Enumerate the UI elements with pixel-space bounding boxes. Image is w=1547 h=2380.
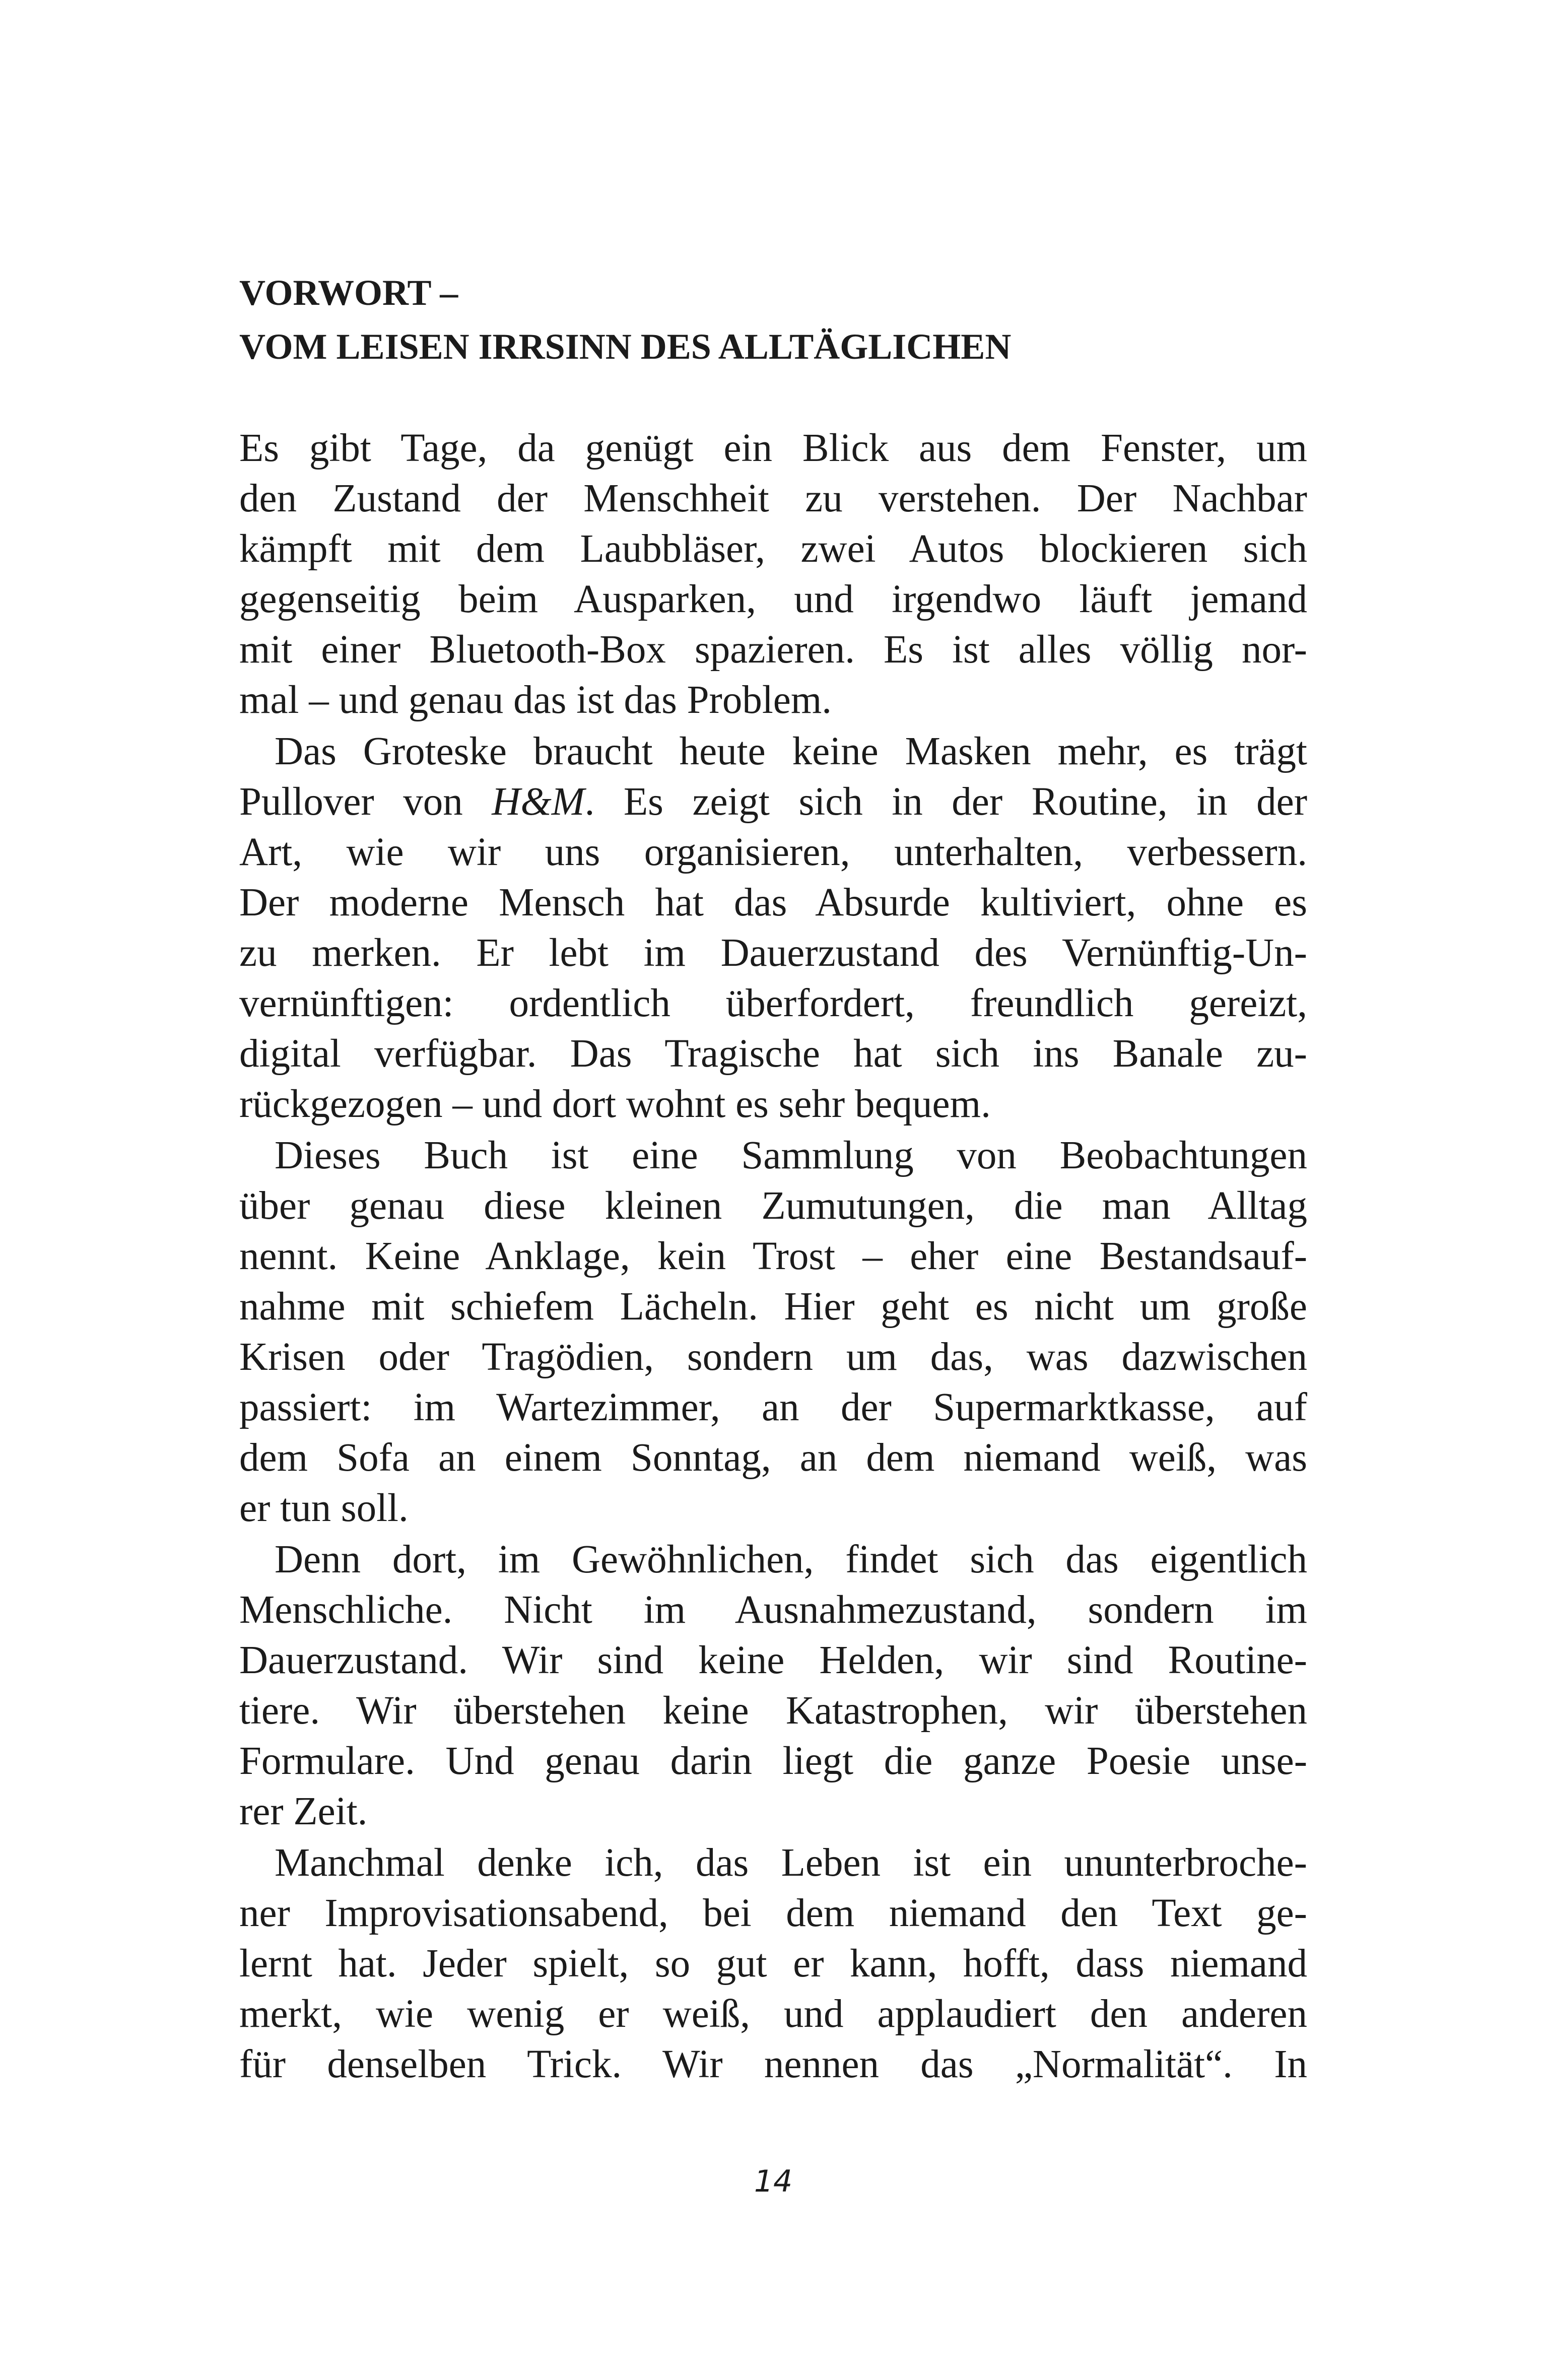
- text-line: Es gibt Tage, da genügt ein Blick aus dem Fenster, um: [239, 426, 1307, 470]
- text-line: Manchmal denke ich, das Leben ist ein ununterbroche-: [275, 1841, 1307, 1885]
- text-line: digital verfügbar. Das Tragische hat sich ins Banale zu-: [239, 1032, 1307, 1076]
- text-line: nennt. Keine Anklage, kein Trost – eher eine Bestandsauf-: [239, 1234, 1307, 1278]
- text-line: mit einer Bluetooth-Box spazieren. Es ist alles völlig nor-: [239, 628, 1307, 672]
- text-line: Menschliche. Nicht im Ausnahmezustand, sondern im: [239, 1588, 1307, 1632]
- chapter-heading-line-2: VOM LEISEN IRRSINN DES ALLTÄGLICHEN: [239, 326, 1012, 367]
- text-line: Dauerzustand. Wir sind keine Helden, wir sind Routine-: [239, 1638, 1307, 1682]
- text-line: über genau diese kleinen Zumutungen, die man Alltag: [239, 1184, 1307, 1228]
- text-line: mal – und genau das ist das Problem.: [239, 678, 832, 722]
- page-number: 14: [754, 2164, 793, 2199]
- text-line: Dieses Buch ist eine Sammlung von Beobachtungen: [275, 1134, 1307, 1177]
- text-line: zu merken. Er lebt im Dauerzustand des Vernünftig-Un-: [239, 931, 1307, 975]
- text-line: Das Groteske braucht heute keine Masken mehr, es trägt: [275, 730, 1307, 773]
- italic-brand-name: H&M: [492, 780, 585, 824]
- text-line: er tun soll.: [239, 1486, 409, 1530]
- text-line: vernünftigen: ordentlich überfordert, freundlich gereizt,: [239, 981, 1307, 1025]
- text-line: nahme mit schiefem Lächeln. Hier geht es nicht um große: [239, 1285, 1307, 1329]
- text-line: Der moderne Mensch hat das Absurde kultiviert, ohne es: [239, 881, 1307, 924]
- text-line: lernt hat. Jeder spielt, so gut er kann, hofft, dass niemand: [239, 1942, 1307, 1986]
- text-line: merkt, wie wenig er weiß, und applaudiert den anderen: [239, 1992, 1307, 2036]
- text-line: rückgezogen – und dort wohnt es sehr bequem.: [239, 1082, 991, 1126]
- text-line: dem Sofa an einem Sonntag, an dem niemand weiß, was: [239, 1436, 1307, 1480]
- text-line: tiere. Wir überstehen keine Katastrophen, wir überstehen: [239, 1689, 1307, 1733]
- text-line: für denselben Trick. Wir nennen das „Normalität“. In: [239, 2042, 1307, 2086]
- text-line: rer Zeit.: [239, 1790, 368, 1833]
- text-segment: Pullover von: [239, 780, 492, 824]
- chapter-heading-line-1: VORWORT –: [239, 273, 458, 313]
- text-line: passiert: im Wartezimmer, an der Supermarktkasse, auf: [239, 1385, 1307, 1429]
- text-line: ner Improvisationsabend, bei dem niemand den Text ge-: [239, 1891, 1307, 1935]
- paragraph-3: [239, 1131, 1307, 1534]
- text-segment: . Es zeigt sich in der Routine, in der: [584, 780, 1307, 824]
- text-line: gegenseitig beim Ausparken, und irgendwo läuft jemand: [239, 577, 1307, 621]
- paragraph-1: [239, 423, 1307, 725]
- paragraph-4: [239, 1535, 1307, 1837]
- text-line: kämpft mit dem Laubbläser, zwei Autos blockieren sich: [239, 527, 1307, 571]
- text-line: Krisen oder Tragödien, sondern um das, was dazwischen: [239, 1335, 1307, 1379]
- text-line: Art, wie wir uns organisieren, unterhalten, verbessern.: [239, 830, 1307, 874]
- text-line: den Zustand der Menschheit zu verstehen. Der Nachbar: [239, 477, 1307, 520]
- paragraph-2: [239, 726, 1307, 1130]
- text-line: Formulare. Und genau darin liegt die ganze Poesie unse-: [239, 1739, 1307, 1783]
- body-text: [239, 423, 1307, 2090]
- text-line-with-italic: [239, 777, 1307, 827]
- text-line: Denn dort, im Gewöhnlichen, findet sich das eigentlich: [275, 1538, 1307, 1581]
- chapter-heading: [239, 266, 1307, 374]
- paragraph-5: [239, 1838, 1307, 2090]
